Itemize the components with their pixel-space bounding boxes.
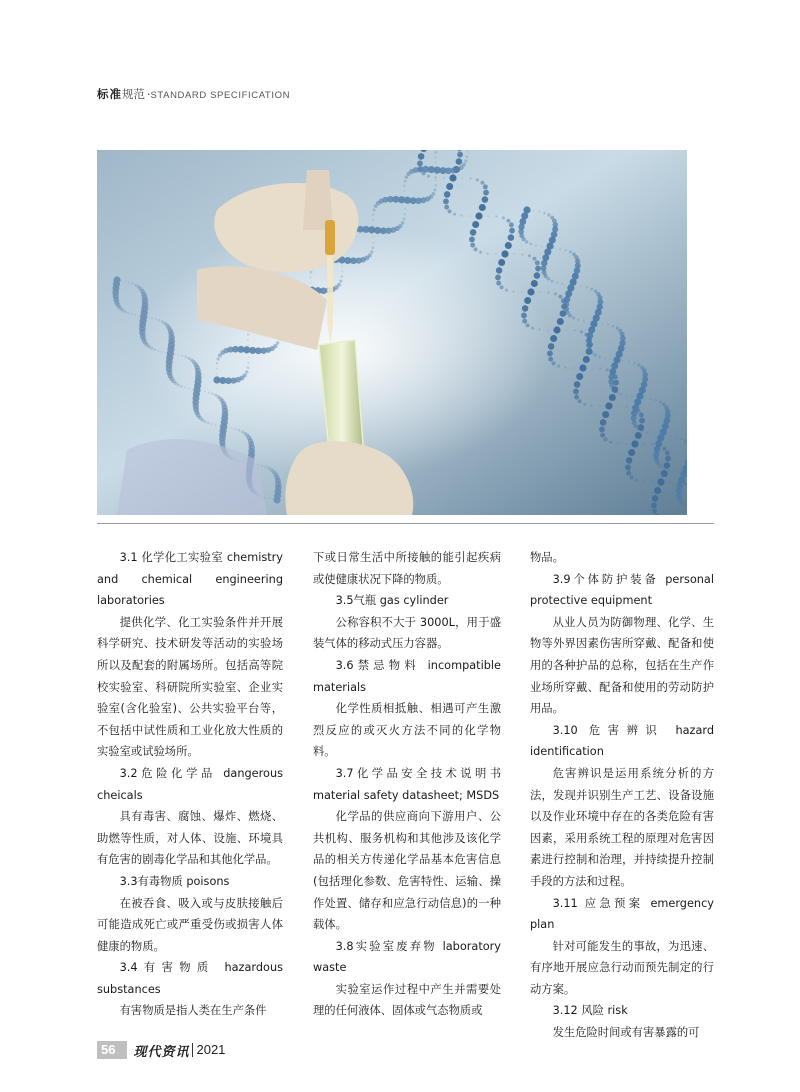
body-paragraph: 在被吞食、吸入或与皮肤接触后可能造成死亡或严重受伤或损害人体健康的物质。 xyxy=(97,896,283,953)
section-heading: 3.6禁忌物料 incompatible materials xyxy=(313,658,501,694)
body-paragraph: 公称容积不大于 3000L，用于盛装气体的移动式压力容器。 xyxy=(313,615,501,651)
text-column-2 xyxy=(313,547,501,1022)
section-heading: 3.5气瓶 gas cylinder xyxy=(335,594,449,608)
body-paragraph: 化学品的供应商向下游用户、公共机构、服务机构和其他涉及该化学品的相关方传递化学品基本危害信息(包括理化参数、危害特性、运输、操作处置、储存和应急行动信息)的一种载体。 xyxy=(313,810,501,932)
page-footer xyxy=(97,1041,225,1059)
dna-lab-photo-icon xyxy=(97,150,687,515)
hero-image xyxy=(97,150,687,515)
body-paragraph: 针对可能发生的事故，为迅速、有序地开展应急行动而预先制定的行动方案。 xyxy=(530,939,714,996)
body-paragraph: 危害辨识是运用系统分析的方法，发现并识别生产工艺、设备设施以及作业环境中存在的各类危险有害因素，采用系统工程的原理对危害因素进行控制和治理，并持续提升控制手段的方法和过程。 xyxy=(530,766,714,888)
page-number: 56 xyxy=(97,1041,127,1059)
section-label-english: STANDARD SPECIFICATION xyxy=(150,90,291,101)
section-heading: 3.11 应急预案 emergency plan xyxy=(530,896,714,932)
body-paragraph: 下或日常生活中所接触的能引起疾病或使健康状况下降的物质。 xyxy=(313,551,501,586)
body-paragraph: 从业人员为防御物理、化学、生物等外界因素伤害所穿戴、配备和使用的各种护品的总称，包括在生产作业场所穿戴、配备和使用的劳动防护用品。 xyxy=(530,615,714,716)
section-heading: 3.8实验室废弃物 laboratory waste xyxy=(313,939,501,975)
section-heading: 3.12 风险 risk xyxy=(552,1004,628,1018)
section-heading: 3.3有毒物质 poisons xyxy=(119,874,230,888)
section-heading: 3.7化学品安全技术说明书 material safety datasheet; MSDS xyxy=(313,766,501,802)
section-heading: 3.1 化学化工实验室 chemistry and chemical engineering laboratories xyxy=(97,551,283,608)
text-column-3 xyxy=(530,547,714,1044)
body-paragraph: 具有毒害、腐蚀、爆炸、燃烧、助燃等性质，对人体、设施、环境具有危害的剧毒化学品和其他化学品。 xyxy=(97,810,283,867)
body-paragraph: 化学性质相抵触、相遇可产生激烈反应的或灭火方法不同的化学物料。 xyxy=(313,702,501,759)
section-separator: · xyxy=(147,88,151,101)
section-heading: 3.4有害物质 hazardous substances xyxy=(97,961,283,996)
body-paragraph: 有害物质是指人类在生产条件 xyxy=(119,1004,267,1018)
section-heading: 3.9个体防护装备 personal protective equipment xyxy=(530,572,714,608)
body-paragraph: 实验室运作过程中产生并需要处理的任何液体、固体或气态物质或 xyxy=(313,982,501,1018)
section-header xyxy=(97,86,290,102)
divider-line xyxy=(97,523,714,524)
section-label-bold: 标准 xyxy=(97,87,122,101)
section-label-light: 规范 xyxy=(122,87,145,101)
section-heading: 3.10 危害辨识 hazard identification xyxy=(530,723,714,759)
body-paragraph: 提供化学、化工实验条件并开展科学研究、技术研发等活动的实验场所以及配套的附属场所。包括高等院校实验室、科研院所实验室、企业实验室(含化验室)、公共实验平台等，不包括中试性质和工业化放大性质的实验室或试验场所。 xyxy=(97,615,283,759)
body-paragraph: 物品。 xyxy=(530,551,564,564)
journal-name: 现代资讯 xyxy=(133,1044,190,1060)
section-heading: 3.2危险化学品 dangerous cheicals xyxy=(97,766,283,802)
body-paragraph: 发生危险时间或有害暴露的可 xyxy=(552,1026,700,1040)
journal-year: 2021 xyxy=(192,1043,225,1057)
text-column-1 xyxy=(97,547,283,1022)
